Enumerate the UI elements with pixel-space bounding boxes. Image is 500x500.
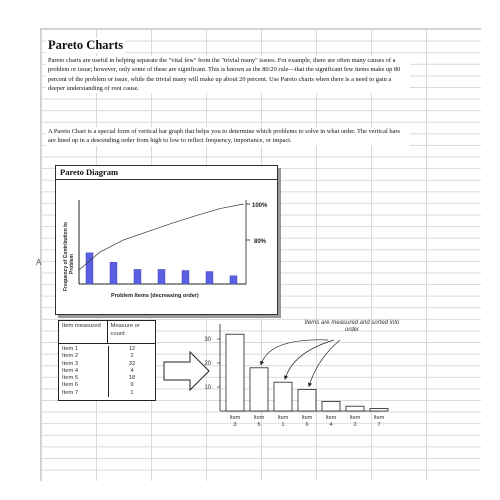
y-axis-label-line1: Frequency of Contribution to: [63, 222, 69, 291]
cumulative-line: [79, 204, 244, 270]
table-item-label: Item 7: [62, 389, 79, 396]
annotation-arrow: [261, 340, 328, 365]
x-tick-label-word: Item: [277, 415, 289, 421]
sorted-bar: [346, 406, 364, 411]
sorted-bar-chart: [190, 316, 390, 436]
pareto-bar: [182, 270, 189, 284]
pareto-bar: [230, 276, 237, 284]
table-item-value: 9: [130, 382, 134, 389]
x-axis-label: Problem Items (decreasing order): [111, 293, 199, 299]
x-tick-label-number: 7: [377, 422, 381, 428]
x-tick-label-number: 6: [305, 422, 309, 428]
y-tick-label: 20: [204, 361, 211, 367]
pareto-bar: [86, 253, 93, 284]
label-100: 100%: [252, 203, 268, 209]
sorted-bar: [298, 389, 316, 411]
annotation-arrow: [309, 340, 340, 386]
pareto-bar: [110, 262, 117, 284]
annotation-arrow: [285, 340, 334, 379]
table-item-label: Item 6: [62, 382, 79, 389]
definition-paragraph: A Pareto Chart is a special form of vertical bar graph that helps you to determine which problems to solve in what order. The vertical bars are lined up in a descending order from high to low to reflect frequency, importance, or impact.: [46, 127, 410, 146]
x-tick-label-word: Item: [349, 415, 361, 421]
pareto-diagram-plot: [56, 166, 277, 314]
table-item-value: 4: [130, 367, 134, 374]
x-tick-label-word: Item: [301, 415, 313, 421]
page-title: Pareto Charts: [48, 38, 124, 52]
x-tick-label-number: 5: [257, 422, 261, 428]
x-tick-label-number: 4: [329, 422, 333, 428]
table-item-value: 32: [128, 360, 136, 367]
table-item-label: Item 1: [62, 346, 79, 352]
pareto-bar: [134, 269, 141, 284]
pareto-bar: [158, 269, 165, 284]
sorted-bar: [322, 401, 340, 411]
column-header-item: Item measured: [59, 321, 108, 343]
column-header-measure: Measure or count: [110, 323, 140, 337]
pareto-diagram: [55, 165, 278, 315]
sorted-bar: [226, 334, 244, 411]
table-item-value: 12: [128, 346, 136, 352]
chart-annotation: Items are measured and sorted into order: [304, 320, 400, 333]
table-item-value: 2: [130, 353, 134, 360]
y-tick-label: 10: [204, 385, 211, 391]
y-axis-label-line2: Problem: [69, 253, 75, 274]
x-tick-label-word: Item: [325, 415, 337, 421]
table-item-label: Item 5: [62, 375, 79, 382]
y-tick-label: 30: [204, 337, 211, 343]
sorted-bar: [274, 382, 292, 411]
x-tick-label-word: Item: [373, 415, 385, 421]
table-item-label: Item 4: [62, 367, 79, 374]
table-item-label: Item 2: [62, 353, 79, 360]
label-80: 80%: [254, 239, 267, 245]
x-tick-label-number: 1: [281, 422, 285, 428]
x-tick-label-word: Item: [229, 415, 241, 421]
x-tick-label-number: 2: [353, 422, 357, 428]
table-item-value: 18: [128, 375, 136, 382]
pareto-bar: [206, 272, 213, 284]
sorted-bar: [250, 368, 268, 411]
x-tick-label-word: Item: [253, 415, 265, 421]
table-item-value: 1: [130, 389, 134, 396]
table-item-label: Item 3: [62, 360, 79, 367]
sorted-bar: [370, 409, 388, 411]
x-tick-label-number: 3: [233, 422, 237, 428]
intro-paragraph: Pareto charts are useful in helping separate the "vital few" from the "trivial many" issues. For example, there are often many causes of a problem or issue; however, only some of these are significant. This is known as the 80/20 rule—that the significant few items make up 80 percent of the problem or issue, while the trivial many will make up about 20 percent. Use Pareto charts when there is a need to gain a deeper understanding of root cause.: [46, 56, 410, 93]
measurement-table: [58, 320, 156, 401]
pareto-diagram-title: Pareto Diagram: [60, 167, 119, 177]
margin-marker: A: [36, 258, 42, 267]
